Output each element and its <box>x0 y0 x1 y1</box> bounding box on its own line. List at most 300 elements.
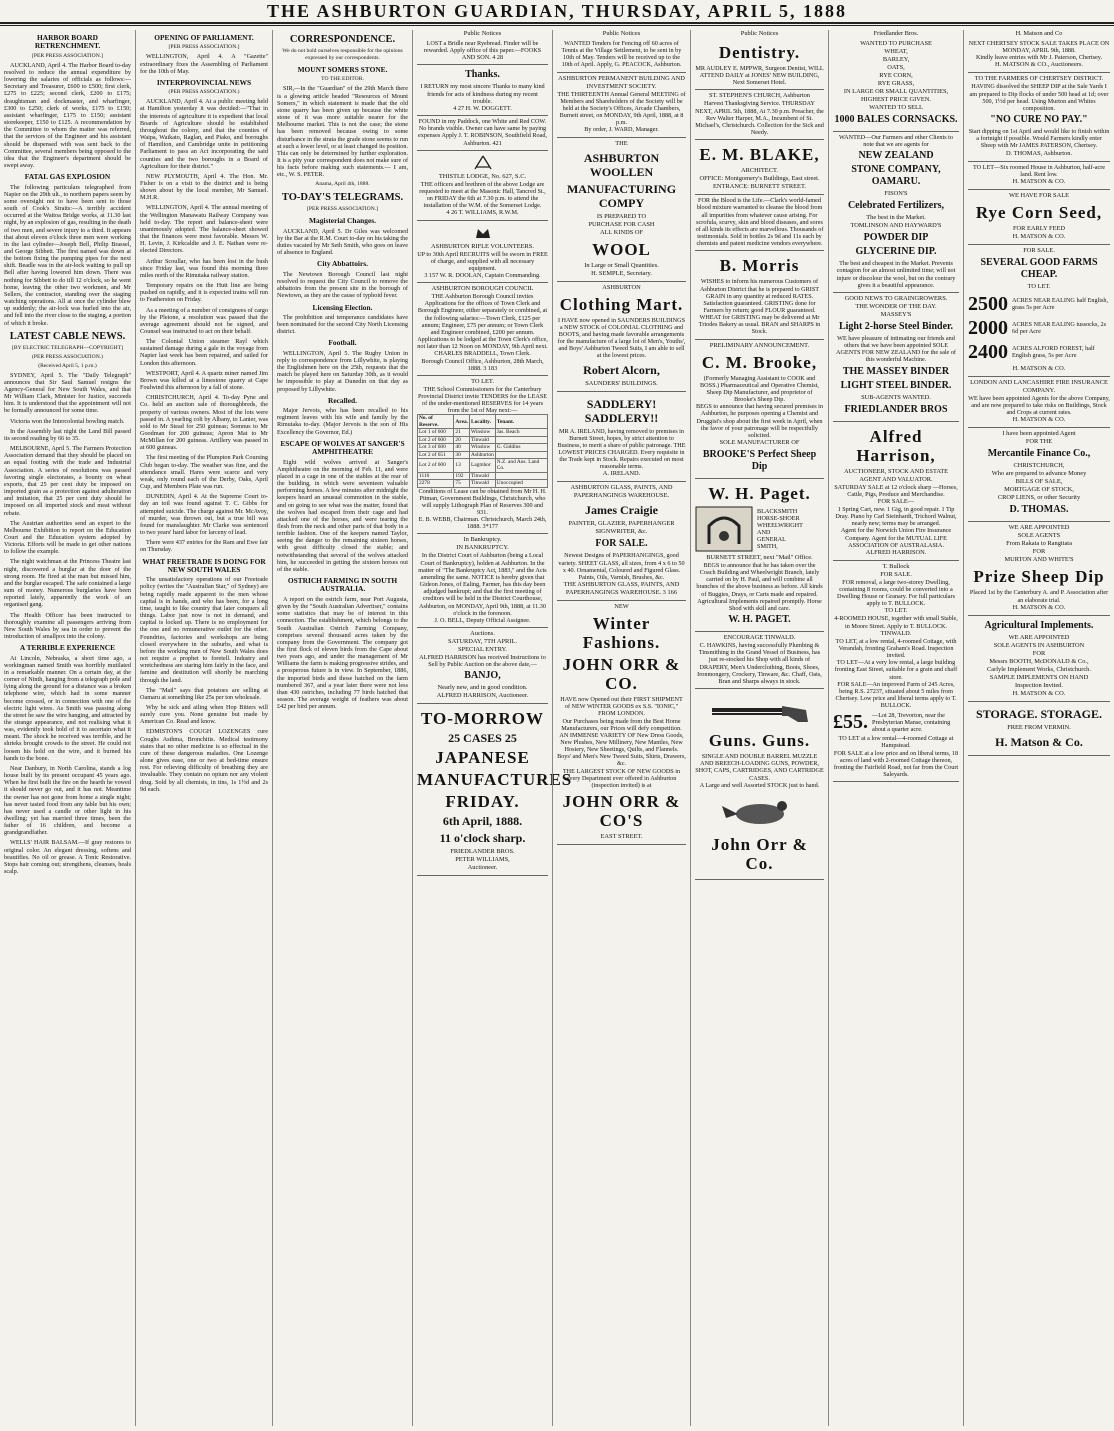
ad-title: ENCOURAGE TINWALD. <box>723 634 796 642</box>
ad-display-line: WHEAT, <box>884 48 908 55</box>
table-row <box>418 444 548 451</box>
table-cell <box>495 472 547 479</box>
ad-text: BEGS to announce that he has taken over the Coach Building and Wheelwright Branch, lately carried on by H. Paul, and will combine all branches of the above business as before. All kinds of Buggies, Drays, or Carts made and repaired. Agricultural Implements repaired promptly. Horse Shod with skill and care. <box>696 562 823 612</box>
ad-reserves-lease <box>417 376 548 535</box>
ad-prize-sheep-dip <box>968 522 1110 615</box>
ad-signature: E. B. WEBB, Chairman. Christchurch, March 24th, 1888. 3*177 <box>418 516 547 531</box>
letter-paragraph: SIR,—In the "Guardian" of the 29th March there is a glowing article headed "Resources of Mount Somers," in which statement is made that the old stone quarry has been given up because the white stone of it was more suitable nearer for the Melbourne market. This is not the case; the stone has been removed because owing to some disturbance in the strata the grade stone seems to run at such a lower level, or at least changed its position. This can only be determined by further exploration. It is a pity your correspondent does not make sure of his facts before making such statements.— I am, etc., W. S. PETER. <box>277 85 408 179</box>
ad-text: TO LET—At a very low rental, a large building fronting East Street, suitable for a grain and chaff store. <box>834 659 958 681</box>
article-paragraph: AUCKLAND, April 5. Dr Giles was welcomed by the Bar at the R.M. Court to-day on his taking the duties vacated by Mr Seth Smith, who goes on leave of absence to England. <box>277 227 408 257</box>
subhead: City Abbattoirs. <box>317 259 368 269</box>
ad-text: WANTED—Our Farmers and other Clients to note that we are agents for <box>839 134 953 149</box>
ad-signature: H. MATSON & CO. <box>1012 232 1066 240</box>
ad-display-line: BARLEY, <box>882 56 910 63</box>
byline: (PER PRESS ASSOCIATION.) <box>168 89 240 96</box>
ad-signature: PETER WILLIAMS, <box>455 856 510 864</box>
ad-display-line: SADDLERY! SADDLERY!! <box>584 396 659 425</box>
ad-text: Our Purchases being made from the Best Home Manufacturers, our Prices will defy competition. <box>561 717 682 732</box>
section-header: T. Bullock <box>882 562 910 570</box>
ad-display-line: LIGHT STEEL BINDER. <box>840 379 952 391</box>
ad-display-line: THE WONDER OF THE DAY. <box>855 302 937 310</box>
table-cell: 1116 <box>418 472 454 479</box>
table-cell: Lot 2 of 651 <box>418 451 454 458</box>
table-cell: N.Z. and Aus. Land Co. <box>495 458 547 472</box>
ad-text: FOR SALE—An improved Farm of 245 Acres, being R.S. 27237, situated about 5 miles from Chertsey. Low price and liberal terms apply to T. BULLOCK. <box>835 680 957 710</box>
ad-display-line: THE MASSEY BINDER <box>842 365 950 377</box>
ad-found <box>417 116 548 151</box>
byline: [PER PRESS ASSOCIATION.] <box>31 52 104 59</box>
ad-display-line: 6th April, 1888. <box>442 814 523 829</box>
ad-display-line: W. H. Paget. <box>708 484 811 503</box>
ad-signature: H. MATSON & CO. <box>1012 364 1066 372</box>
ad-display-line: TOMLINSON AND HAYWARD'S <box>850 222 942 230</box>
article-paragraph: EDMISTON'S COUGH LOZENGES cure Coughs Asthma, Bronchitis. Medical testimony states that no other medicine is so effectual in the cure of these dangerous maladies. One Lozenge alone gives ease, one or two at bed-time ensure rest. For relieving difficulty of breathing they are invaluable. They contain no opium nor any violent drug. Sold by all chemists, in tins, 1s 1½d and 2s 9d each. <box>140 728 268 793</box>
table-cell: 40 <box>454 444 470 451</box>
letter-signature: Anama, April 4th, 1888. <box>315 181 370 188</box>
ad-title: LONDON AND LANCASHIRE FIRE INSURANCE COMPANY. <box>970 378 1108 394</box>
headline-parliament: OPENING OF PARLIAMENT. <box>154 33 254 42</box>
table-cell: Lot 2 of 600 <box>418 436 454 443</box>
ad-display-line: SUB-AGENTS WANTED. <box>861 393 931 401</box>
paget-row <box>695 506 824 552</box>
section-header: H. Matson and Co <box>1015 30 1063 37</box>
table-header-cell: No. of Reserve. <box>418 415 454 429</box>
ad-text: Kindly leave entries with Mr J. Paterson, Chertsey. <box>975 54 1103 62</box>
lot-price: £55. <box>833 711 868 734</box>
reserves-table <box>417 414 548 487</box>
ad-text: TO LET at a low rental—4-roomed Cottage at Hampstead. <box>838 735 954 750</box>
table-row <box>418 472 548 479</box>
ad-display-line: EAST STREET. <box>600 833 643 841</box>
ad-display-line: Prize Sheep Dip <box>973 567 1105 587</box>
ad-text: THE THIRTEENTH Annual General MEETING of Members and Shareholders of the Society will be held at the Society's Offices, Arcade Chambers, Burnett street, on MONDAY, 9th April, 1888, at 8 p.m. <box>557 90 686 127</box>
headline-ostrich: OSTRICH FARMING IN SOUTH AUSTRALIA. <box>287 576 398 594</box>
ad-display-line: Inspection Invited. <box>1015 681 1063 689</box>
ad-date: SATURDAY, 7TH APRIL. <box>448 638 517 646</box>
editor-note: We do not hold ourselves responsible for the opinions expressed by our correspondents. <box>282 48 403 61</box>
ad-text: I RETURN my most sincere Thanks to many kind friends for acts of kindness during my recent trouble. <box>420 83 545 105</box>
ad-tinwald <box>695 632 824 689</box>
ad-display-line: FOR SALE. <box>880 570 912 578</box>
acreage-description: ACRES ALFORD FOREST, half English grass, 5s per Acre <box>1012 344 1095 359</box>
ad-display-line: WANTED TO SELL <box>869 104 923 111</box>
ad-signature: H. MATSON & CO. <box>1012 177 1066 185</box>
ad-rifles <box>417 221 548 284</box>
acreage-row <box>968 317 1110 339</box>
ad-display-line: 11 o'clock sharp. <box>439 831 526 846</box>
column-1 <box>0 30 135 1426</box>
ad-council <box>417 283 548 376</box>
table-cell: Lagmhor <box>470 458 496 472</box>
ad-signature: H. SEMPLE, Secretary. <box>591 269 652 277</box>
article-paragraph: The night watchman at the Princess Theatre last night, discovered a burglar at the door of the strong room. He fired at the man but missed him, and the burglar escaped. The safe contained a large sum of money. Numerous burglaries have been reported lately, apparently the work of an organised gang. <box>4 558 131 609</box>
ad-text: HAVING dissolved the SHEEP DIP at the Sale Yards I am prepared to Dip flocks of under 500 head at 1d; over 500, 1½d per head. Using Murton and Whites composition. <box>969 83 1109 112</box>
ad-text: FOR removal, a large two-storey Dwelling, containing 8 rooms, could be converted into a Dwelling House or Granary. For full particulars apply to T. BULLOCK. <box>837 578 955 608</box>
lot-description: —Lot 28, Trevorton, near the Presbyterian Manse, containing about a quarter acre. <box>872 711 951 733</box>
ad-display-line: FOR SALE— <box>877 497 915 505</box>
ad-display-line: Dentistry. <box>718 43 801 62</box>
trade-line: GENERAL <box>757 536 786 544</box>
ad-text: Conditions of Lease can be obtained from Mr H. H. Pitman, Government Buildings, Christchurch, who will supply Lithograph Plan of Reserves 300 and 931. <box>418 487 547 516</box>
table-cell: Lot 2 of 600 <box>418 458 454 472</box>
headline-harbor-board: HARBOR BOARD RETRENCHMENT. <box>34 33 101 51</box>
section-header: Public Notices <box>463 30 502 37</box>
horseshoe-workshop-illustration <box>695 506 753 552</box>
headline-correspondence: CORRESPONDENCE. <box>289 34 396 45</box>
ad-lodge <box>417 151 548 221</box>
ad-display-line: Celebrated Fertilizers, <box>847 200 945 212</box>
ad-item: BANJO, <box>464 670 501 682</box>
ad-display-line: Alfred Harrison, <box>856 426 936 465</box>
table-cell: Winslow <box>470 444 496 451</box>
to-editor: TO THE EDITOR. <box>321 76 364 83</box>
ad-title: ASHBURTON BOROUGH COUNCIL <box>431 285 534 293</box>
ad-text: SATURDAY SALE at 12 o'clock sharp —Horses, Cattle, Pigs, Produce and Merchandise. <box>834 483 958 498</box>
ad-title: In Bankruptcy. <box>463 536 502 544</box>
ad-signature: FRIEDLANDER BROS <box>844 403 948 415</box>
ad-display-line: ASHBURTON <box>602 283 641 291</box>
ad-display-line: SAMPLE IMPLEMENTS ON HAND <box>989 673 1089 681</box>
table-cell: Jas. Beach <box>495 429 547 436</box>
ad-display-line: CHRISTCHURCH, <box>1013 462 1065 470</box>
ad-text: LOST a Bridle near Ryebread. Finder will be rewarded. Apply office of this paper.—FOOKS AND SON. 4 28 <box>423 40 542 62</box>
headline-telegrams: TO-DAY'S TELEGRAMS. <box>281 192 404 204</box>
ad-title: ASHBURTON RIFLE VOLUNTEERS. <box>431 242 534 250</box>
table-header-row <box>418 415 548 429</box>
ad-display-line: MURTON AND WHITE'S <box>1004 556 1074 564</box>
article-paragraph: Why be sick and ailing when Hop Bitters will surely cure you. None genuine but made by American Co. Read and know. <box>140 703 268 726</box>
table-row <box>418 429 548 436</box>
ad-signature: H. MATSON & CO. <box>1012 603 1066 611</box>
paget-trades <box>757 508 803 551</box>
ad-display-line: RYE CORN, <box>879 72 913 79</box>
ad-text: THE officers and brethren of the above Lodge are requested to meet at the Masonic Hall, Tancred St., on FRIDAY the 6th at 7.30 p.m. to attend the installation of the W.M. of the Somerset Lodge. <box>419 180 546 210</box>
ad-bankruptcy <box>417 534 548 628</box>
masthead-rule <box>0 25 1114 26</box>
ad-display-line: PRELIMINARY ANNOUNCEMENT. <box>709 341 810 349</box>
ad-lost <box>417 38 548 65</box>
ad-display-line: FOR SALE. <box>595 538 648 550</box>
ad-display-line: ARCHITECT. <box>741 167 778 175</box>
ad-japanese-manufactures <box>417 704 573 876</box>
article-paragraph: WESTPORT, April 4. A quartz miner named Jim Brown was killed at a limestone quarry at Cape Foulwind this afternoon by a fall of stone. <box>140 369 268 392</box>
article-paragraph: The unsatisfactory operations of our Freetrade policy (writes the "Australian Star," of Sydney) are being rapidly made apparent to the men whose capital is in hands, and who has been, for a long time, taught to like country that later conquers all things. Labor just now is not in demand, and capital is locked up. There is no employment for the one and no remunerative outlet for the other. Foundries, factories and workshops are being closed everywhere in the suburbs, and what is before the working men of New South Wales does not require a prophet to foretell. Industry and wretchedness are staring him fairly in the face, and famine and destitution will shortly be marching through the land. <box>140 576 268 684</box>
ad-text: HAVE now Opened out their FIRST SHIPMENT of NEW WINTER GOODS ex S.S. "IONIC," FROM LONDON. <box>560 696 683 718</box>
byline: (PER PRESS ASSOCIATION.) <box>31 353 104 360</box>
ad-display-line: WE HAVE FOR SALE <box>1008 191 1070 199</box>
byline: [PER PRESS ASSOCIATION.] <box>306 206 379 213</box>
ad-text: WE have been appointed Agents for the above Company, and are now prepared to take risks on Buildings, Stock and Crops at current rates. <box>968 394 1110 417</box>
subhead: Recalled. <box>328 395 357 405</box>
table-cell: Lot 1 of 600 <box>418 429 454 436</box>
table-cell: Winslow <box>470 429 496 436</box>
article-paragraph: Major Jervois, who has been recalled to his regiment leaves with his wife and family by the Rimutaka to-day. (Major Jervois is the son of His Excellency the Governor, Ed.) <box>277 407 408 436</box>
table-cell: 30 <box>454 451 470 458</box>
section-header: Public Notices <box>740 30 779 37</box>
headline-wolves: ESCAPE OF WOLVES AT SANGER'S AMPHITHEATRE <box>280 438 405 457</box>
ad-display-line: FOR EARLY FEED <box>1012 224 1066 232</box>
ad-display-line: NEW <box>614 603 629 611</box>
ad-subtitle: SPECIAL ENTRY. <box>457 646 507 654</box>
ad-brooke <box>695 340 824 479</box>
ad-display-line: C. M. Brooke, <box>701 352 818 372</box>
ad-display-line: JOHN ORR & CO. <box>562 655 681 694</box>
article-paragraph: Victoria won the Intercolonial bowling match. <box>10 417 125 425</box>
table-cell: Tinwald <box>470 480 496 487</box>
article-paragraph: The Health Officer has been instructed to thoroughly examine all passengers arriving from New South Wales by sea in order to prevent the introduction of smallpox into the colony. <box>4 611 131 640</box>
acreage-number: 2500 <box>968 292 1008 315</box>
ad-display-line: Rye Corn Seed, <box>975 202 1103 222</box>
table-cell: 20 <box>454 436 470 443</box>
ad-display-line: OFFICE: Montgomery's Buildings, East street. ENTRANCE: BURNETT STREET. <box>699 175 820 191</box>
ad-display-line: PAINTER, GLAZIER, PAPERHANGER SIGNWRITER, &c. <box>568 520 675 536</box>
article-paragraph: Arthur Scoullar, who has been lost in the bush since Friday last, was found this morning three miles north of the Rimutaka railway station. <box>140 257 268 279</box>
table-cell: 2278 <box>418 480 454 487</box>
table-header-cell: Tenant. <box>495 415 547 429</box>
ad-title: ST. STEPHEN'S CHURCH, Ashburton <box>709 92 810 100</box>
ad-title: ASHBURTON PERMANENT BUILDING AND INVESTMENT SOCIETY. <box>558 74 685 90</box>
ad-sheep-dipping <box>968 73 1110 161</box>
ad-display-line: Mercantile Finance Co., <box>987 448 1091 460</box>
acreage-description: ACRES NEAR EALING half English, grass 5s per Acre <box>1012 296 1109 311</box>
section-header: Friedlander Bros. <box>873 30 919 37</box>
trade-line: SMITH, <box>757 543 778 551</box>
ad-storage <box>968 702 1110 756</box>
ad-display-line: MANUFACTURING COMPY <box>566 181 677 210</box>
ad-signature: 4 26 T. WILLIAMS, R.W.M. <box>446 209 519 217</box>
column-7 <box>828 30 963 1426</box>
ad-woollen-company <box>557 138 686 282</box>
ad-display-line: RYE GRASS, <box>877 80 915 87</box>
article-paragraph: As a meeting of a number of consignees of cargo by the Pleione, a resolution was passed that the average agreement should not be signed, and Counsel was instructed to act on their behalf. <box>140 306 268 335</box>
ad-display-line: PURCHASE FOR CASH <box>588 220 655 228</box>
acreage-number: 2000 <box>968 316 1008 339</box>
ad-text: THE LARGEST STOCK OF NEW GOODS in every Department ever offered in Ashburton (inspection invited) is at <box>562 767 681 789</box>
ad-signature: ALFRED HARRISON. <box>865 548 927 556</box>
table-cell <box>495 451 547 458</box>
masthead-title: THE ASHBURTON GUARDIAN, THURSDAY, APRIL 5, 1888 <box>0 0 1114 24</box>
table-cell: Ashburton <box>471 451 494 458</box>
ad-title: TO LET. <box>471 377 494 385</box>
ad-text: Newest Designs of PAPERHANGINGS, good variety. SHEET GLASS, all sizes, from 4 x 6 to 50 x 40. Ornamental, Coloured and Figured Glass. Paints, Oils, Varnish, Brushes, &c. <box>558 552 685 581</box>
acreage-row <box>968 293 1110 315</box>
ad-display-line: HIGHEST PRICE GIVEN. <box>860 96 931 103</box>
table-cell: Tinwald <box>470 472 496 479</box>
ad-mercantile-finance <box>968 428 1110 522</box>
ad-signature: FRIEDLANDER BROS. <box>450 848 515 856</box>
ad-rye-corn <box>968 190 1110 245</box>
column-3 <box>272 30 412 1426</box>
ad-text: WISHES to inform his numerous Customers of Ashburton District that he is prepared to GRIST GRAIN in any quantity at reduced RATES. Satisfaction guaranteed. GRISTING done for Farmers by return; good FLOUR guaranteed. WHEAT for GRISTING may be delivered at Mr Triodes Bakery as usual. BRAN and SHARPS in Stock. <box>698 278 821 336</box>
ad-date: Borough Council Office, Ashburton, 28th March, 1888. 3 183 <box>421 357 544 372</box>
ad-display-line: SOLE MANUFACTURER OF <box>719 439 800 446</box>
ad-signature: A. IRELAND. <box>602 470 641 478</box>
ad-display-line: JAPANESE <box>435 748 530 768</box>
table-cell: G. Giddins <box>495 444 547 451</box>
subhead: Licensing Election. <box>312 302 373 312</box>
table-header-cell: Locality. <box>470 415 496 429</box>
column-2 <box>135 30 272 1426</box>
article-paragraph: AUCKLAND, April 4. The Harbor Board to-day resolved to reduce the annual expenditure by lowering the salaries of officials as follows:— Secretary and Treasurer, £600 to £500; first clerk, £275 to £225; second clerk, £200 to £175; draughtsman and dockmaster, and wharfinger, £300 to £250; clerk of works, £175 to £150; assistant wharfinger, £175 to £150; assistant storekeeper, £150 to £125. A recommendation by the Committee to whom the matter was referred, that the services of the Engineer and his assistant should be dispensed with was sent back to the Committee, several members being opposed to the idea that the Engineer's department should be swept away. <box>4 61 131 169</box>
ad-blood-mixture <box>695 195 824 251</box>
ad-stone-company <box>833 132 959 293</box>
headline-interprovincial: INTERPROVINCIAL NEWS <box>156 77 252 87</box>
ad-display-line: FRIDAY. <box>445 792 520 812</box>
ad-title: THISTLE LODGE, No. 627, S.C. <box>438 172 527 180</box>
subhead: Football. <box>328 338 357 348</box>
ad-display-line: MASSEY'S <box>880 310 912 318</box>
ad-text: Boys' and Men's New Tweed Suits, Shirts, Drawers, &c. <box>557 753 686 768</box>
table-cell: 75 <box>454 480 470 487</box>
ad-display-line: WE ARE APPOINTED <box>1008 524 1070 532</box>
ad-display-line: GLYCERINE DIP. <box>855 246 937 258</box>
game-bird-illustration <box>718 792 802 832</box>
ad-address: BURNETT STREET, next "Mail" Office. <box>706 554 813 561</box>
column-6 <box>690 30 828 1426</box>
headline-terrible-experience: A TERRIBLE EXPERIENCE <box>19 643 116 653</box>
ad-display-line: FOR SALE. <box>1023 246 1055 254</box>
article-paragraph: AUCKLAND, April 4. At a public meeting held at Hamilton yesterday it was decided:—"That in the interests of agriculture it is expedient that local Boards of Agriculture should be established throughout the colony, and that the counties of Waipa, Waikato, Raglan, and Piako, and boroughs of Hamilton, and Cambridge unite in petitioning Parliament to pass an Act incorporating the said counties and the two boroughs in a Board of Agriculture for their district." <box>140 98 268 170</box>
ad-text: The best and cheapest in the Market. Prevents contagion for an almost unlimited time; will not injure or discolour the wool, but on the contrary gives it a beautiful appearance. <box>836 260 956 289</box>
ad-bullock <box>833 561 959 782</box>
ad-clothing-mart <box>557 282 686 392</box>
article-paragraph: Eight wild wolves arrived at Sanger's Amphitheatre on the morning of Feb. 11, and were placed in a cage in one of the stables at the rear of the building, in which were seventeen valuable performing horses. A few minutes after midnight the keepers heard an unusual commotion in the stable, and on going to see what was the matter, found that the wolves had escaped from their cage and had attacked one of the horses, and were tearing the flesh from the neck and other parts of that body in a terrible fashion. One of the keepers named Taylor, seeing the danger to the remaining sixteen horses, with great difficulty closed the stable; and notwithstanding that several of the wolves attacked him, he succeeded in getting the sixteen horses out of the stable. <box>277 458 408 573</box>
ad-display-line: TINWALD. <box>880 629 912 637</box>
ad-signature: J. O. BELL, Deputy Official Assignee. <box>434 616 531 624</box>
ad-text: NEXT CHERTSEY STOCK SALE TAKES PLACE ON MONDAY, APRIL 9th, 1888. <box>968 40 1110 55</box>
acreage-number: 2400 <box>968 340 1008 363</box>
ad-display-line: BROOKE'S Perfect Sheep Dip <box>702 449 817 472</box>
ad-display-line: STONE COMPANY, OAMARU. <box>851 164 941 188</box>
ad-display-line: Carlyle Implement Works, Christchurch. <box>987 665 1091 673</box>
ad-signature: H. MATSON & CO., Auctioneers. <box>994 61 1084 69</box>
article-paragraph: At Lincoln, Nebraska, a short time ago, a workingman named Smith was horribly mutilated in a remarkable manner. On a certain day, at the corner of Ninth, hanging from a telegraph pole and lying along the ground for a distance was a broken telephone wire, which had in some manner become crossed, or in connection with one of the electric light wires. As Smith was passing along the street he saw the wire hanging, and attracted by the strange appearance, and not realising what it was, evidently took hold of it to ascertain what it meant. The shock he received was terrible, and he shrieks brought crowds to the street. He could not loosen his hold on the wire, and it burned his hands to the bone. <box>4 654 131 762</box>
article-paragraph: The Colonial Union steamer Rayl which sustained damage during a gale in the voyage from Napier last week has been repaired, and sailed for London this afternoon. <box>140 338 268 367</box>
article-paragraph: The following particulars telegraphed from Napier on the 29th ult., to northern papers seem by some oversight not to have been sent to those south of Cook's Straits:—A terribly accident occurred at the Waitoa Bridge works, at 11.30 last night, by an explosion of gas, resulting in the death of two men, and severe injury to a third. It appears that about eleven o'clock three men were working in the last cylinder—Joseph Bell, Philip Brassel, and George Sibbett. The first named was down at the bottom fixing the pumping pipes for the next shift. Beadle was in the air-lock waiting to pull up Bell after having lowered him down. There was nothing for Sibbett to do till 12 o'clock, so he went home, leaving the other two workmen, and Mr Sellers, the contractor, standing over the staging watching operations. All at once the cylinder blew up suddenly; the air-lock was hurled into the air, and fell into the river close to the staging, a portion of which it broke. <box>4 183 131 327</box>
article-paragraph: In the Assembly last night the Land Bill passed its second reading by 66 to 35. <box>4 427 131 442</box>
ad-display-line: THE <box>615 139 628 147</box>
article-paragraph: The Newtown Borough Council last night resolved to request the City Council to remove the abbattoirs from the present site in the borough of Newtown, as they are the cause of typhoid fever. <box>277 270 408 300</box>
ad-craigie <box>557 482 686 601</box>
ad-display-line: In Large or Small Quantities. <box>584 261 659 269</box>
ad-text: ALFRED HARRISON has received Instructions to Sell by Public Auction on the above date,— <box>419 654 546 669</box>
ad-text: THE School Commissioners for the Canterbury Provincial District invite TENDERS for the LEASE of the under-mentioned RESERVES for 14 years from the 1st of May next:— <box>417 385 548 415</box>
ad-text: BEGS to announce that having secured premises in Ashburton, he purposes opening a Chemist and Druggist's shop about the first week in April, when the favor of your patronage will be respectfully solicited. <box>696 403 823 439</box>
table-cell: 192 <box>454 472 470 479</box>
ad-display-line: TO-MORROW <box>421 709 544 729</box>
ad-implements <box>968 616 1110 702</box>
ad-display-line: The best in the Market. <box>866 214 926 222</box>
ad-display-line: POWDER DIP <box>863 232 929 244</box>
article-paragraph: NEW PLYMOUTH, April 4. The Hon. Mr. Fisher is on a visit to the district and is being shown about by the local member, Mr Samuel. M.H.R. <box>140 172 268 202</box>
ad-paget <box>695 479 824 632</box>
ad-display-line: Light 2-horse Steel Binder. <box>838 320 954 332</box>
shotgun-illustration <box>710 694 810 728</box>
ad-saddlery <box>557 392 686 483</box>
ad-display-line: Agricultural Implements. <box>984 619 1094 631</box>
ad-text: I HAVE now opened in SAUNDERS BUILDINGS a NEW STOCK of COLONIAL CLOTHING and BOOTS, and having made favorable arrangements for the manufacture of a large lot of Men's, Youths', and Boys' Ashburton Tweed Suits, I am able to sell at the lowest prices. <box>557 316 686 360</box>
ad-display-line: IN LARGE OR SMALL QUANTITIES, <box>843 88 949 95</box>
ad-display-line: SOLE AGENTS IN ASHBURTON <box>993 641 1085 649</box>
ad-display-line: James Craigie <box>585 503 658 518</box>
table-cell: 13 <box>454 458 470 472</box>
article-paragraph: There were 437 entries for the Ram and Ewe fair on Thursday. <box>140 539 268 554</box>
ad-signature: 3 157 W. R. DOOLAN, Captain Commanding. <box>424 271 541 279</box>
ad-display-line: SEVERAL GOOD FARMS CHEAP. <box>980 256 1098 280</box>
trade-line: WHEELWRIGHT <box>757 521 803 529</box>
ad-chertsey-sale <box>968 38 1110 73</box>
ad-display-line: MORTGAGE OF STOCK, <box>1004 486 1074 494</box>
ad-display-line: TO LET. <box>884 607 908 615</box>
lot-row <box>833 711 959 733</box>
ad-text: (Formerly Managing Assistant to COOK and BOSS.) Pharmaceutical and Operative Chemist, Sheep Dip Manufacturer, and proprietor of Brooke's Sheep Dip. <box>700 374 819 404</box>
ad-signature: ALFRED HARRISON, Auctioneer. <box>436 692 529 700</box>
ad-display-line: TO LET. <box>1027 282 1051 290</box>
ad-display-line: JOHN ORR & CO'S <box>562 792 681 831</box>
table-cell <box>495 436 547 443</box>
ad-display-line: WOOL <box>592 239 651 259</box>
ad-text: 4-ROOMED HOUSE, together with small Stable, in Moore Street. Apply to T. BULLOCK. <box>834 615 958 630</box>
byline: (Received April 5, 1 p.m.) <box>38 362 97 369</box>
headline-gas-explosion: FATAL GAS EXPLOSION <box>24 172 111 182</box>
table-cell: Unoccupied <box>495 480 547 487</box>
ad-display-line: E. M. BLAKE, <box>699 145 820 165</box>
ad-harrison <box>833 422 959 561</box>
ad-display-line: B. Morris <box>719 256 800 276</box>
ad-display-line: FOR THE <box>1025 438 1053 446</box>
ad-signature: H. MATSON & CO. <box>1012 689 1066 697</box>
ad-thanks <box>417 65 548 116</box>
table-cell: 21 <box>454 429 470 436</box>
ad-text: Nearly new, and in good condition. <box>437 684 528 692</box>
column-8 <box>963 30 1114 1426</box>
headline-cable-news: LATEST CABLE NEWS. <box>9 330 126 342</box>
ad-display-line: OATS, <box>887 64 905 71</box>
table-row <box>418 436 548 443</box>
acreage-description: ACRES NEAR EALING tussocks, 2s 6d per Acre <box>1012 320 1107 335</box>
ad-text: WE have pleasure of intimating our friends and others that we have been appointed SOLE AGENTS FOR NEW ZEALAND for the sale of this wonderful Machine. <box>835 334 956 364</box>
headline-mount-somers: MOUNT SOMERS STONE. <box>297 65 388 74</box>
ad-signature: John Orr & Co. <box>711 834 808 873</box>
ad-church <box>695 90 824 140</box>
article-paragraph: WELLS' HAIR BALSAM.—If gray restores to original color. An elegant dressing, softens and beautifies. No oil or grease. A Tonic Restorative. Stops hair coming out; strengthens, cleanses, heals scalp. <box>4 839 131 876</box>
ad-display-line: IS PREPARED TO <box>596 212 647 220</box>
article-paragraph: DUNEDIN, April 4. At the Supreme Court to-day an toil was found against T. C. Gibbs for attempted suicide. The charge against Mr. McAvoy, of murder, was thrown out, but a true bill was found for manslaughter. Mr Clarke was sentenced to two years' hard labor for larceny of lead. <box>140 493 268 537</box>
trade-line: AND <box>757 529 771 536</box>
subhead: Magisterial Changes. <box>309 216 376 226</box>
ad-title: TO THE FARMERS OF CHERTSEY DISTRICT. <box>974 75 1104 83</box>
ad-display-line: I have been appointed Agent <box>1002 430 1076 438</box>
article-paragraph: SYDNEY, April 5. The "Daily Telegraph" announces that Sir Saul Samuel resigns the Agency-General for New South Wales, and that Mr William Clark, Minister for Justice, succeeds him. It is understood that the appointment will not be formally announced for some time. <box>4 371 131 415</box>
ad-text: THE Ashburton Borough Council invites Applications for the offices of Town Clerk and Borough Engineer, either separately or combined, at the following salaries:—Town Clerk, £125 per annum; Engineer, £75 per annum; or Town Clerk and Engineer combined, £200 per annum. Applications to be lodged at the Town Clerk's office, not later than 12 Noon on MONDAY, 9th April next. <box>417 293 548 351</box>
ad-text: WANTED Tenders for Fencing off 60 acres of Tennis at the Village Settlement, to be sent in by 10th of May. Tenders will be received up to the 10th of April. Apply, G. PEACOCK, Ashburton. <box>561 40 682 69</box>
article-paragraph: WELLINGTON, April 5. The Rugby Union in reply to correspondence from Lillywhite, is playing the Englishmen here on the 25th, requests that the match be played here on Saturday 30th, as it would be impossible to play at Dunedin on that day as proposed by Lillywhite. <box>277 349 408 393</box>
ad-display-line: 25 CASES 25 <box>448 731 517 746</box>
ad-display-line: 1000 BALES CORNSACKS. <box>834 114 958 125</box>
ad-text: Harvest Thanksgiving Service. THURSDAY NEXT, APRIL 5th, 1888, At 7.30 p.m. Preacher, the Rev Walter Harper, M.A., Incumbent of St. Michael's, Christchurch. Collection for the Sick and Needy. <box>695 100 824 137</box>
article-paragraph: The first meeting of the Plumpton Park Coursing Club began to-day. The weather was fine, and the attendance small. Hares were scarce and very weak, only round each of the Derby, Oaks, April Cup, and Members Plate was run. <box>140 454 268 491</box>
ad-signature: Auctioneer. <box>467 864 498 872</box>
ad-signature: THE ASHBURTON GLASS, PAINTS, AND PAPERHANGINGS WAREHOUSE. 3 166 <box>563 581 680 597</box>
ad-house-to-let <box>968 162 1110 190</box>
article-paragraph: WELLINGTON, April 4. The annual meeting of the Wellington Manawatu Railway Company was held to-day. The report and balance-sheet were unanimously adopted. The balance-sheet showed that the finances were most favorable. Messrs W. H. Levin, J. Kirkcaldie and J. E. Nathan were re-elected Directors. <box>140 204 268 255</box>
table-header-cell: Area. <box>454 415 470 429</box>
ad-signature: 4 27 H. W. DOGGETT. <box>453 104 512 112</box>
ad-display-line: Clothing Mart. <box>559 294 684 314</box>
table-cell: Lot 3 of 600 <box>418 444 454 451</box>
ad-display-line: ALL KINDS OF <box>599 228 644 236</box>
acreage-row <box>968 341 1110 363</box>
